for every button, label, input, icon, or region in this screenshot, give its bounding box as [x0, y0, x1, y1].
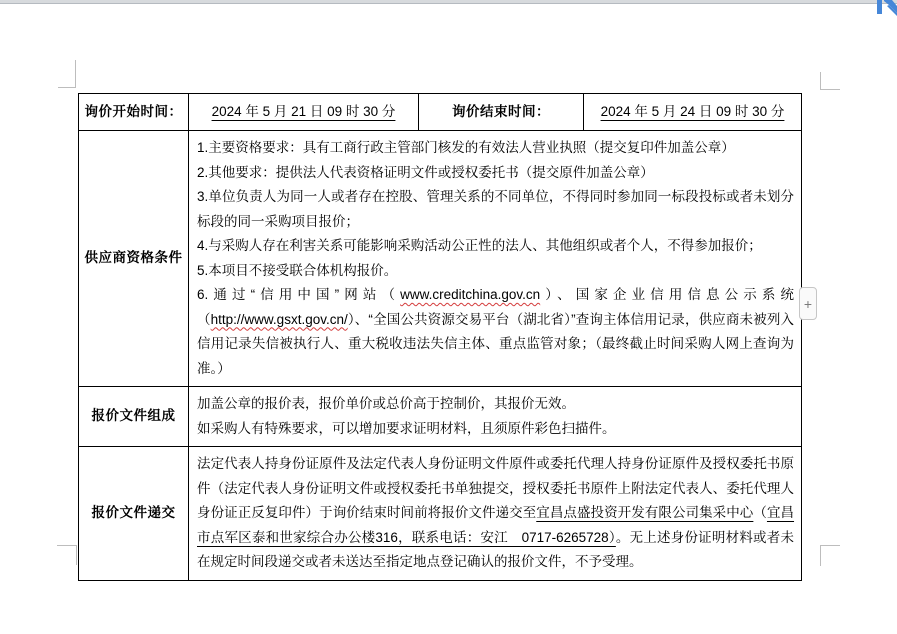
page-margin-mark-bottom-right [820, 545, 840, 566]
qualification-item-2: 2.其他要求：提供法人代表资格证明文件或授权委托书（提交原件加盖公章） [197, 164, 654, 180]
submission-company-name: 宜昌点盛投资开发有限公司集采中心 [536, 505, 754, 520]
page-margin-mark-bottom-left [57, 545, 77, 565]
blue-cursor-icon [875, 0, 897, 16]
submission-text-b: （ [753, 505, 767, 520]
qualification-item-5: 5.本项目不接受联合体机构报价。 [197, 262, 398, 278]
qualification-item-1: 1.主要资格要求：具有工商行政主管部门核发的有效法人营业执照（提交复印件加盖公章） [197, 140, 735, 155]
qualification-item-4: 4.与采购人存在利害关系可能影响采购活动公正性的法人、其他组织或者个人，不得参加报价； [197, 238, 762, 253]
composition-line-1: 加盖公章的报价表，报价单价或总价高于控制价，其报价无效。 [197, 396, 575, 411]
page-margin-mark-top-left [58, 60, 76, 88]
inquiry-info-table [78, 93, 802, 581]
table-row-supplier-qualification [79, 131, 802, 387]
qualification-item-3: 3.单位负责人为同一人或者存在控股、管理关系的不同单位，不得同时参加同一标段投标或者未划分标段的同一采购项目报价； [197, 189, 794, 229]
submission-address-phone: 宜昌市点军区泰和世家综合办公楼316，联系电话：安江 0717-6265728） [197, 505, 795, 545]
table-row-quotation-submission [79, 447, 802, 581]
quotation-composition-label-cell: 报价文件组成 [79, 387, 189, 447]
supplier-qualification-content-cell [189, 131, 802, 387]
insert-handle-plus-button[interactable]: + [799, 287, 817, 320]
table-row-quotation-composition [79, 387, 802, 447]
start-time-value-cell [189, 94, 419, 131]
composition-line-2: 如采购人有特殊要求，可以增加要求证明材料，且须原件彩色扫描件。 [197, 420, 616, 436]
qualification-item-6-text: 6.通过“信用中国”网站（ [197, 287, 401, 302]
qualification-item-6-post: ）、“全国公共资源交易平台（湖北省）”查询主体信用记录，供应商未被列入信用记录失信被执行人、重大税收违法失信主体、重点监管对象；（最终截止时间采购人网上查询为准。） [197, 311, 794, 376]
quotation-submission-label-cell: 报价文件递交 [79, 447, 189, 581]
supplier-qualification-label-cell: 供应商资格条件 [79, 131, 189, 387]
end-time-label-cell: 询价结束时间： [419, 94, 584, 131]
qualification-item-6-mid: ）、国家企业信用信息公示系统（ [197, 287, 795, 327]
creditchina-url: www.creditchina.gov.cn [400, 287, 541, 302]
quotation-composition-content-cell [189, 387, 802, 447]
start-time-value: 2024 年 5 月 21 日 09 时 30 分 [211, 103, 396, 119]
page-margin-mark-top-right [820, 72, 840, 90]
submission-text-c: 。无上述身份证明材料或者未在规定时间段递交或者未送达至指定地点登记确认的报价文件，不予受理。 [197, 529, 794, 569]
window-top-edge [0, 0, 897, 4]
gsxt-url: http://www.gsxt.gov.cn/ [210, 311, 348, 327]
end-time-value-cell [584, 94, 802, 131]
submission-text-a: 法定代表人持身份证原件及法定代表人身份证明文件原件或委托代理人持身份证原件及授权委托书原件（法定代表人身份证明文件或授权委托书单独提交，授权委托书原件上附法定代表人、委托代理人身份证正反复印件）于询价结束时间前将报价文件递交至 [197, 456, 794, 520]
end-time-value: 2024 年 5 月 24 日 09 时 30 分 [600, 103, 785, 119]
qualification-item-6 [197, 283, 794, 381]
start-time-label-cell: 询价开始时间： [79, 94, 189, 131]
submission-paragraph [197, 452, 794, 575]
table-row-times [79, 94, 802, 131]
quotation-submission-content-cell [189, 447, 802, 581]
